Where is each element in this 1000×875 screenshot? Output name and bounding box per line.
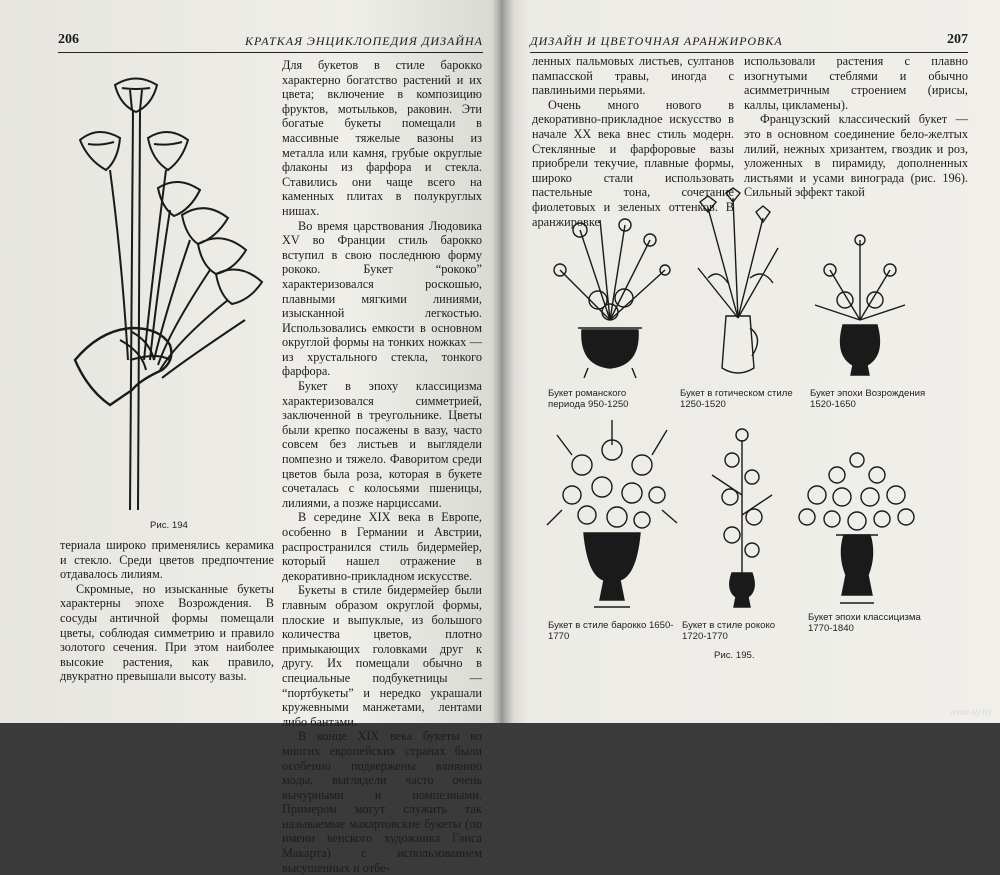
figure-195-caption: Рис. 195. xyxy=(714,650,755,661)
lotus-bouquet-illustration xyxy=(70,60,270,515)
paragraph: использовали растения с плавно изогнутыми стеблями и обычно асимметричным строением (ирисы, каллы, цикламены). xyxy=(744,54,968,112)
page-number: 207 xyxy=(947,32,968,47)
renaissance-bouquet-illustration xyxy=(805,230,915,380)
paragraph: В середине XIX века в Европе, особенно в Германии и Австрии, распространился стиль бидермейер, который нашел отражение в декоративно-прикладном искусстве. xyxy=(282,510,482,583)
paragraph: териала широко применялись керамика и стекло. Среди цветов предпочтение отдавалось лилиям. xyxy=(60,538,274,582)
running-title: КРАТКАЯ ЭНЦИКЛОПЕДИЯ ДИЗАЙНА xyxy=(244,34,483,48)
paragraph: Букеты в стиле бидермейер были главным образом округлой формы, плоские и выпуклые, из большого количества цветов, плотно примыкающих головками друг к другу. Их помещали обычно в специальные подбукетницы — “портбукеты” и нередко украшали кружевными манжетами, лентами либо бантами. xyxy=(282,583,482,729)
paragraph: Французский классический букет — это в основном соединение бело-желтых лилий, нежных хризантем, гвоздик и роз, уложенных в пирамиду, дополненных листьями и усами винограда (рис. 196). Сильный эффект такой xyxy=(744,112,968,200)
right-page xyxy=(500,0,1000,723)
header-rule xyxy=(58,52,483,53)
header-rule xyxy=(530,52,968,53)
left-page-header xyxy=(58,32,483,52)
caption-classicism: Букет эпохи классицизма 1770-1840 xyxy=(808,612,921,634)
left-right-column xyxy=(282,58,482,875)
paragraph: Для букетов в стиле барокко характерно богатство растений и их цвета; включение в композицию фруктов, мотыльков, раковин. Эти богатые букеты помещали в массивные тяжелые вазоны из металла или камня, грубые округлые флаконы из фарфора и стекла. Ставились они чаще всего на каменных плитах в полукруглых нишах. xyxy=(282,58,482,218)
left-bottom-column xyxy=(60,538,274,684)
paragraph: Скромные, но изысканные букеты характерны эпохе Возрождения. В сосуды античной формы помещали цветы, соблюдая симметрию и правило золотого сечения. При этом наиболее высокие растения, как правило, двукратно превышали высоту вазы. xyxy=(60,581,274,684)
figure-194-caption: Рис. 194 xyxy=(150,520,188,531)
right-col-2 xyxy=(744,54,968,200)
caption-romanesque: Букет романского периода 950-1250 xyxy=(548,388,629,410)
book-gutter-shadow xyxy=(492,0,514,723)
caption-renaissance: Букет эпохи Возрождения 1520-1650 xyxy=(810,388,926,410)
caption-gothic: Букет в готическом стиле 1250-1520 xyxy=(680,388,793,410)
page-number: 206 xyxy=(58,32,79,47)
watermark: www.ay.by xyxy=(949,707,992,717)
gothic-bouquet-illustration xyxy=(678,188,798,383)
right-page-header xyxy=(530,32,968,52)
romanesque-bouquet-illustration xyxy=(540,200,680,380)
rococo-bouquet-illustration xyxy=(692,425,792,615)
running-title: ДИЗАЙН И ЦВЕТОЧНАЯ АРАНЖИРОВКА xyxy=(530,34,783,48)
paragraph: В конце XIX века букеты во многих европейских странах были особенно подвержены влиянию моды, выглядели часто очень вычурными и помпезными. Примером могут служить так называемые макартовские букеты (по имени венского художника Ганса Макарта) с использованием высушенных и отбе- xyxy=(282,729,482,875)
baroque-bouquet-illustration xyxy=(542,415,682,615)
paragraph: Очень много нового в декоративно-прикладное искусство в начале XX века внес стиль модерн. Стеклянные и фарфоровые вазы приобрели текучие, плавные формы, широко стали использовать пастельные тона, сочетание фиолетовых и зеленых оттенков. В аранжировке xyxy=(532,97,734,229)
paragraph: Во время царствования Людовика XV во Франции стиль барокко вступил в свою последнюю форму рококо. Букет “рококо” характеризовался роскошью, плавными мягкими линиями, изысканной легкостью. Использовались емкости в основном округлой формы на тонких ножках — из хрустального стекла, тонкого фарфора. xyxy=(282,218,482,379)
caption-rococo: Букет в стиле рококо 1720-1770 xyxy=(682,620,776,642)
paragraph: ленных пальмовых листьев, султанов пампасской травы, иногда с павлиньими перьями. xyxy=(532,54,734,98)
paragraph: Букет в эпоху классицизма характеризовался симметрией, заключенной в треугольнике. Цветы были крепко посажены в вазу, часто совсем без листьев и выглядели помпезно и тяжело. Фаворитом среди цветов была роза, которая в букете сочеталась с колосьями пшеницы, лилиями, а позже нарциссами. xyxy=(282,379,482,510)
classicism-bouquet-illustration xyxy=(792,445,922,615)
caption-baroque: Букет в стиле барокко 1650-1770 xyxy=(548,620,674,642)
